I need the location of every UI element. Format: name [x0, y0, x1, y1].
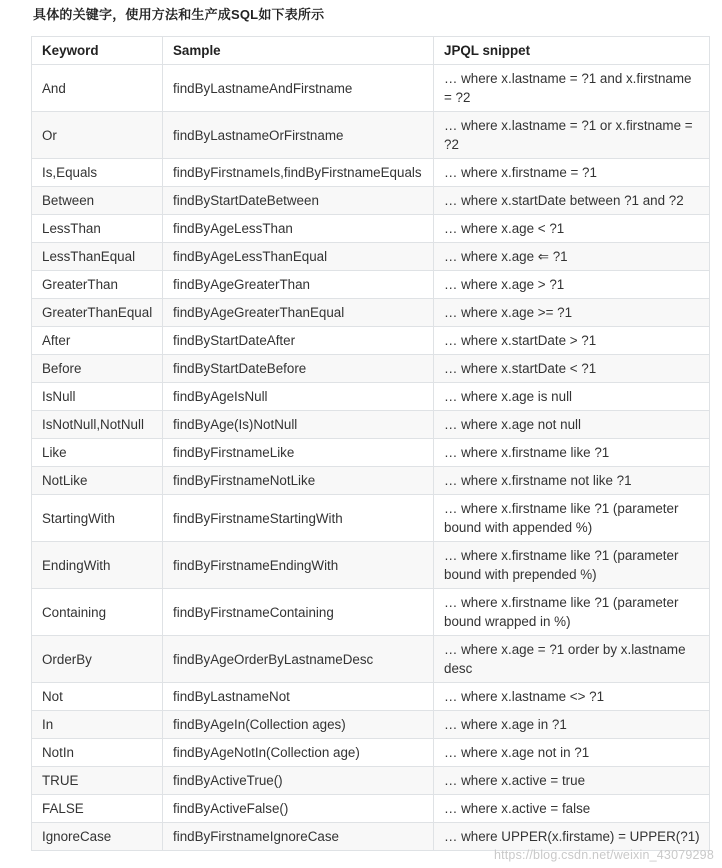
- cell-keyword: TRUE: [32, 767, 163, 795]
- cell-jpql-snippet: … where UPPER(x.firstame) = UPPER(?1): [434, 823, 710, 851]
- cell-jpql-snippet: … where x.lastname = ?1 or x.firstname = ?2: [434, 112, 710, 159]
- cell-jpql-snippet: … where x.age < ?1: [434, 215, 710, 243]
- table-row: [32, 767, 710, 795]
- cell-sample: findByAgeGreaterThanEqual: [163, 299, 434, 327]
- table-header-row: [32, 37, 710, 65]
- cell-keyword: Not: [32, 683, 163, 711]
- cell-keyword: EndingWith: [32, 542, 163, 589]
- cell-sample: findByLastnameAndFirstname: [163, 65, 434, 112]
- cell-jpql-snippet: … where x.lastname <> ?1: [434, 683, 710, 711]
- cell-keyword: IgnoreCase: [32, 823, 163, 851]
- cell-jpql-snippet: … where x.startDate < ?1: [434, 355, 710, 383]
- table-row: [32, 589, 710, 636]
- cell-keyword: StartingWith: [32, 495, 163, 542]
- table-row: [32, 711, 710, 739]
- cell-keyword: Between: [32, 187, 163, 215]
- table-row: [32, 542, 710, 589]
- cell-jpql-snippet: … where x.firstname = ?1: [434, 159, 710, 187]
- cell-jpql-snippet: … where x.active = true: [434, 767, 710, 795]
- cell-keyword: In: [32, 711, 163, 739]
- watermark-url: https://blog.csdn.net/weixin_43079298: [493, 848, 714, 862]
- cell-sample: findByFirstnameStartingWith: [163, 495, 434, 542]
- cell-sample: findByFirstnameIs,findByFirstnameEquals: [163, 159, 434, 187]
- table-row: [32, 187, 710, 215]
- cell-jpql-snippet: … where x.startDate > ?1: [434, 327, 710, 355]
- table-row: [32, 467, 710, 495]
- cell-sample: findByLastnameNot: [163, 683, 434, 711]
- cell-sample: findByAgeIsNull: [163, 383, 434, 411]
- cell-sample: findByAgeLessThanEqual: [163, 243, 434, 271]
- table-row: [32, 215, 710, 243]
- table-row: [32, 271, 710, 299]
- table-row: [32, 739, 710, 767]
- cell-sample: findByAgeNotIn(Collection age): [163, 739, 434, 767]
- cell-sample: findByAgeGreaterThan: [163, 271, 434, 299]
- table-row: [32, 159, 710, 187]
- section-heading: 具体的关键字，使用方法和生产成SQL如下表所示: [33, 7, 325, 22]
- cell-keyword: Like: [32, 439, 163, 467]
- cell-keyword: NotLike: [32, 467, 163, 495]
- header-keyword: Keyword: [32, 37, 163, 65]
- table-row: [32, 383, 710, 411]
- table-row: [32, 411, 710, 439]
- cell-keyword: Or: [32, 112, 163, 159]
- cell-jpql-snippet: … where x.age = ?1 order by x.lastname desc: [434, 636, 710, 683]
- keyword-table: [31, 36, 710, 851]
- cell-jpql-snippet: … where x.startDate between ?1 and ?2: [434, 187, 710, 215]
- cell-keyword: OrderBy: [32, 636, 163, 683]
- cell-keyword: FALSE: [32, 795, 163, 823]
- table-row: [32, 795, 710, 823]
- cell-jpql-snippet: … where x.age ⇐ ?1: [434, 243, 710, 271]
- cell-jpql-snippet: … where x.age in ?1: [434, 711, 710, 739]
- cell-jpql-snippet: … where x.firstname like ?1 (parameter bound with prepended %): [434, 542, 710, 589]
- header-sample: Sample: [163, 37, 434, 65]
- cell-sample: findByFirstnameIgnoreCase: [163, 823, 434, 851]
- cell-sample: findByStartDateBefore: [163, 355, 434, 383]
- header-jpql-snippet: JPQL snippet: [434, 37, 710, 65]
- cell-jpql-snippet: … where x.active = false: [434, 795, 710, 823]
- cell-sample: findByFirstnameNotLike: [163, 467, 434, 495]
- cell-jpql-snippet: … where x.firstname like ?1 (parameter bound wrapped in %): [434, 589, 710, 636]
- cell-jpql-snippet: … where x.firstname not like ?1: [434, 467, 710, 495]
- cell-sample: findByAge(Is)NotNull: [163, 411, 434, 439]
- table-row: [32, 65, 710, 112]
- cell-sample: findByAgeLessThan: [163, 215, 434, 243]
- cell-jpql-snippet: … where x.age > ?1: [434, 271, 710, 299]
- cell-keyword: Before: [32, 355, 163, 383]
- cell-keyword: NotIn: [32, 739, 163, 767]
- cell-sample: findByStartDateBetween: [163, 187, 434, 215]
- table-row: [32, 636, 710, 683]
- cell-jpql-snippet: … where x.age is null: [434, 383, 710, 411]
- cell-sample: findByActiveFalse(): [163, 795, 434, 823]
- table-row: [32, 327, 710, 355]
- cell-keyword: IsNotNull,NotNull: [32, 411, 163, 439]
- cell-jpql-snippet: … where x.firstname like ?1: [434, 439, 710, 467]
- cell-sample: findByAgeOrderByLastnameDesc: [163, 636, 434, 683]
- cell-keyword: Is,Equals: [32, 159, 163, 187]
- cell-sample: findByFirstnameLike: [163, 439, 434, 467]
- table-row: [32, 683, 710, 711]
- cell-keyword: GreaterThan: [32, 271, 163, 299]
- cell-sample: findByStartDateAfter: [163, 327, 434, 355]
- cell-keyword: Containing: [32, 589, 163, 636]
- cell-jpql-snippet: … where x.age >= ?1: [434, 299, 710, 327]
- cell-keyword: And: [32, 65, 163, 112]
- cell-keyword: IsNull: [32, 383, 163, 411]
- cell-jpql-snippet: … where x.firstname like ?1 (parameter bound with appended %): [434, 495, 710, 542]
- cell-jpql-snippet: … where x.age not null: [434, 411, 710, 439]
- cell-jpql-snippet: … where x.lastname = ?1 and x.firstname = ?2: [434, 65, 710, 112]
- table-row: [32, 355, 710, 383]
- cell-jpql-snippet: … where x.age not in ?1: [434, 739, 710, 767]
- cell-sample: findByLastnameOrFirstname: [163, 112, 434, 159]
- cell-sample: findByActiveTrue(): [163, 767, 434, 795]
- cell-keyword: LessThan: [32, 215, 163, 243]
- table-row: [32, 495, 710, 542]
- cell-keyword: GreaterThanEqual: [32, 299, 163, 327]
- cell-sample: findByAgeIn(Collection ages): [163, 711, 434, 739]
- table-row: [32, 112, 710, 159]
- table-row: [32, 823, 710, 851]
- cell-keyword: LessThanEqual: [32, 243, 163, 271]
- table-row: [32, 299, 710, 327]
- cell-keyword: After: [32, 327, 163, 355]
- cell-sample: findByFirstnameEndingWith: [163, 542, 434, 589]
- table-row: [32, 243, 710, 271]
- cell-sample: findByFirstnameContaining: [163, 589, 434, 636]
- table-row: [32, 439, 710, 467]
